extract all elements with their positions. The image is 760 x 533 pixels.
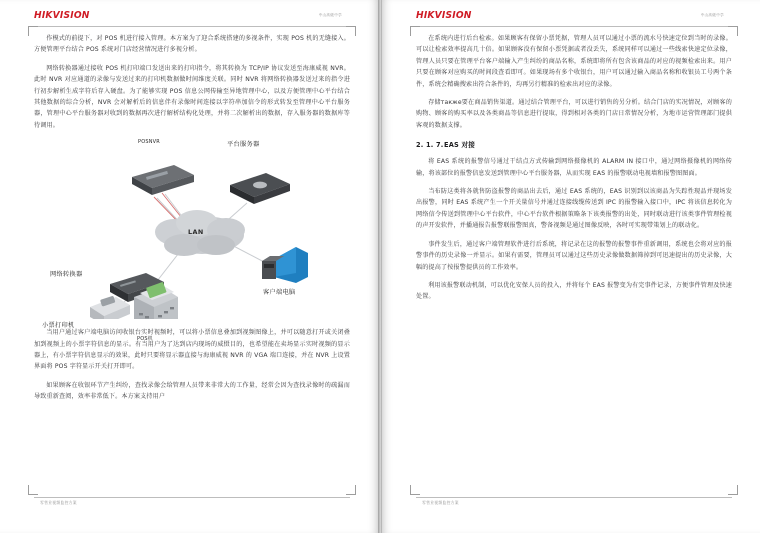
paragraph: 作模式的前提下，对 POS 机进行接入管理。本方案为了迎合系统搭建的多视条件，实现 POS 机的无缝接入。方便管理平台结合 POS 系统对门店经营情况进行多视分析。 [34,35,350,54]
left-page [0,0,378,533]
hikvision-logo: HIKVISION [34,10,90,21]
paragraph: 当用户通过客户端电脑访问收银台实时视频时，可以将小票信息叠加到视频图像上，并可以随意打开或关闭叠加到视频上的小票字符信息的显示。有当用户为了达到店内现场的威慑目的，也希望能在卖场显示实时视频的显示器上，有小票字符信息显示的效果，此时只要将显示器直接与海康威视 NVR 的 VGA 端口连接，并在 NVR 上设置界面将 POS 字符显示开关打开即可。 [34,329,350,371]
client-pc-label: 客户端电脑 [263,289,296,297]
right-page [382,0,760,533]
hikvision-logo: HIKVISION [416,10,472,21]
left-page-footer [34,497,350,511]
footer-note-left: 零售业视频监控方案 [40,500,77,505]
paragraph: 网络转换器通过接收 POS 机打印端口发送出来的打印指令，将其转换为 TCP/IP 协议发送至海康威视 NVR。此时 NVR 对应通道的录像与发送过来的打印机数据做时间维度关联。同时 NVR 将网络转换器发送过来的指令进行初步解析生成字符后存入硬盘。为了能够实现 POS 信息公网传输至异地管理中心，以及方便管理中心平台结合其他数据的综合分析，NVR 会对解析后的信息伴有录像时间连接以字符串加信令的形式转发至管理中心平台服务器，管理中心平台服务器对收到的数据再次进行解析结构化处理，并将二次解析出的数据，存入服务器的数据库等待调用。 [34,64,350,129]
platform-server-label: 平台服务器 [227,141,260,149]
footer-rule-left [34,497,350,498]
paragraph: 将 EAS 系统的报警信号通过干结点方式传输到网络摄像机的 ALARM IN 接口中，通过网络摄像机的网络传输，将该部位的报警信息发送到管理中心平台服务器，从而实现 EAS 的报警联动电视墙和报警图图面。 [416,158,732,177]
footer-note-right: 零售业视频监控方案 [422,500,459,505]
page-number-left [0,0,378,497]
network-converter-label: 网络转换器 [50,271,83,279]
lan-cloud-label: LAN [188,228,204,237]
page-number-right [382,0,760,497]
receipt-printer-label: 小票打印机 [42,322,75,330]
paragraph: 利用该报警联动机制，可以优化安保人员的投入，并将每个 EAS 报警变为有完事件记录，方便事件管理及快速处置。 [416,281,732,301]
section-number: 2. 1. 7. [416,141,444,150]
section-title: EAS 对接 [444,141,476,150]
footer-rule-right [416,497,732,498]
paragraph: 当布防这类将各就售防盗报警的商品出去后，通过 EAS 系统的，EAS 识别到以该商品为失踪性现品并现场发出报警，同时 EAS 系统产生一个开关量信号并通过连接线缆传送到 IPC 的报警输入接口中，IPC 将该信息转化为网络信令传送到管理中心平台软件，中心平台软件根据策略条下该类报警的出处，同时联动进行该类事件管理检视的声开发软件，并播通报告报警联报警图真，警备视频是通过图像反映，各时可实现带策划上的联动化。 [416,188,732,230]
pos-nvr-label: POSNVR [138,139,160,146]
paragraph: 在系统内进行后台检索。如果顾客有保留小票凭据，管理人员可以通过小票的流水号快速定位到当时的录像。可以让检索效率提高几十倍。如果顾客没有保留小票凭据或者没丢失，系统同样可以通过一些线索快速定位录像，管理人员只要在管理平台客户端输入产生纠纷的商品名称，系统即将所有包含该商品的对应的视频检索出来。用户只要在顾客对应购买的时间段查看即可。如果现场有多个收银台，用户可以通过输入商品名称和收银员工号两个条件，系统会精确搜索出符合条件的，均再另行精准的检索出对应的录像。 [416,35,732,88]
header-note-right: 中山高级中学 [700,13,724,17]
paragraph: 存储также要在商品销售渠道。通过结合管理平台，可以进行销售的另分析。结合门店的实况情况，对顾客的购物、顾客的购买率以及各类商品等信息进行提取，得到相对各类的门店日常情况分析，为地市运营管理部门提供客观的数据支撑。 [416,99,732,129]
header-note-left: 中山高级中学 [318,13,342,17]
pos-terminal-label: POS机 [137,336,153,343]
paragraph: 如果顾客在收银环节产生纠纷，查找录像会给管理人员带来非常大的工作量，经常会因为查找录像时的疏漏而导致重新查阅，效率非常低下。本方案支持用户 [34,381,350,401]
paragraph: 事件发生后，通过客户端管理软件进行后系统，将记录在这的报警的报警事件重新调用，系统也会将对应的报警事件的历史录像一并显示。如果有需要，管理员可以通过这些历史录像做数据筛掉到可迅速提出的历史录像，大幅的提高了按报警提供员的工作效率。 [416,240,732,271]
right-page-footer [416,497,732,511]
